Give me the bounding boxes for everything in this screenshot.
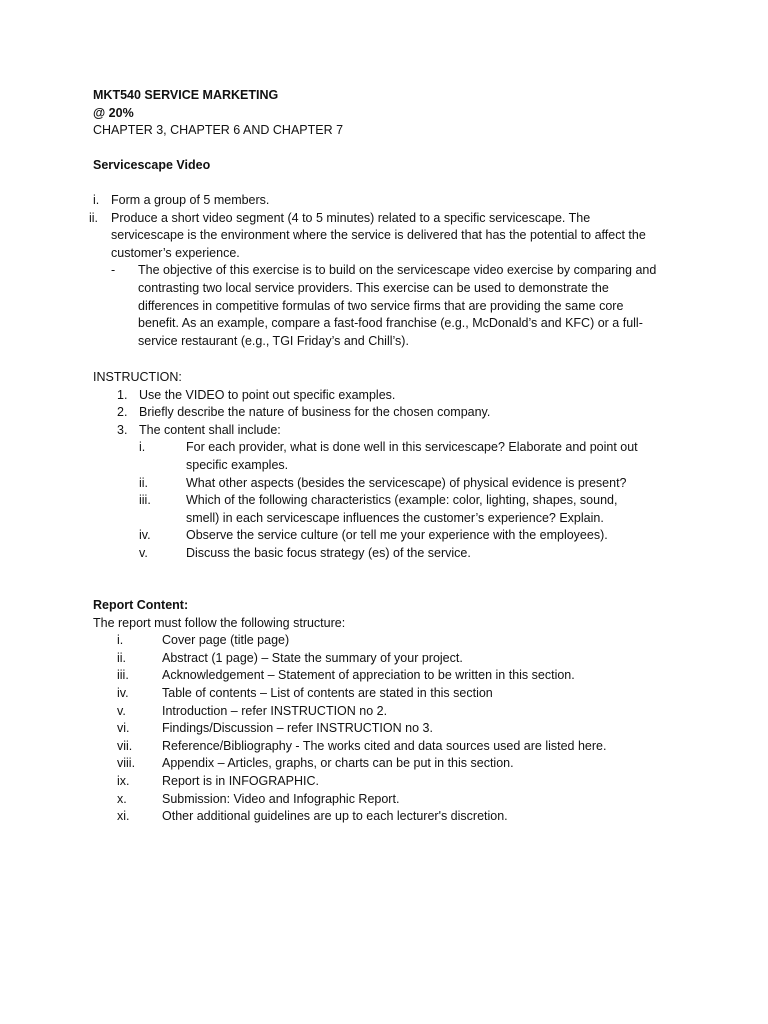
instruction-text: Briefly describe the nature of business for the chosen company. xyxy=(139,405,491,420)
report-item-number: iii. xyxy=(117,668,129,683)
subitem-line: specific examples. xyxy=(186,457,289,472)
instruction-subitem xyxy=(93,545,693,563)
report-item xyxy=(93,738,693,756)
task-list xyxy=(89,192,693,350)
report-item-text: Report is in INFOGRAPHIC. xyxy=(162,773,319,788)
objective-line: benefit. As an example, compare a fast-food franchise (e.g., McDonald’s and KFC) or a full- xyxy=(138,316,643,331)
report-item-text: Reference/Bibliography - The works cited and data sources used are listed here. xyxy=(162,738,607,753)
task-text: Form a group of 5 members. xyxy=(111,193,270,207)
report-item xyxy=(93,791,693,809)
instruction-heading: INSTRUCTION: xyxy=(93,370,182,384)
report-item xyxy=(93,808,693,826)
document-header xyxy=(93,87,693,140)
instruction-number: 3. xyxy=(117,422,128,437)
report-item xyxy=(93,755,693,773)
report-item-number: vii. xyxy=(117,738,133,753)
report-heading: Report Content: xyxy=(93,598,189,612)
objective-bullet: - xyxy=(111,263,116,278)
subitem-line: Discuss the basic focus strategy (es) of the service. xyxy=(186,545,471,560)
instruction-section xyxy=(93,369,693,563)
report-item xyxy=(93,685,693,703)
objective-line: service restaurant (e.g., TGI Friday’s and Chill’s). xyxy=(138,333,409,348)
instruction-item xyxy=(93,422,693,440)
report-item-text: Findings/Discussion – refer INSTRUCTION no 3. xyxy=(162,721,433,736)
task-item xyxy=(93,192,693,210)
chapters-line: CHAPTER 3, CHAPTER 6 AND CHAPTER 7 xyxy=(93,123,344,138)
instruction-subitem xyxy=(93,439,693,474)
instruction-subitem xyxy=(93,475,693,493)
instruction-subitem xyxy=(93,492,693,527)
instruction-item xyxy=(93,387,693,405)
report-item-text: Table of contents – List of contents are stated in this section xyxy=(162,685,493,700)
objective-item xyxy=(93,262,693,350)
report-item xyxy=(93,720,693,738)
instruction-number: 1. xyxy=(117,387,128,402)
subitem-line: What other aspects (besides the servicescape) of physical evidence is present? xyxy=(186,475,627,490)
report-item-text: Other additional guidelines are up to each lecturer's discretion. xyxy=(162,809,508,824)
report-item xyxy=(93,703,693,721)
task-text-line: servicescape is the environment where the service is delivered that has the potential to affect the xyxy=(111,228,646,243)
subitem-line: Which of the following characteristics (example: color, lighting, shapes, sound, xyxy=(186,493,618,508)
report-item-text: Acknowledgement – Statement of appreciation to be written in this section. xyxy=(162,668,575,683)
report-item xyxy=(93,773,693,791)
report-item-text: Abstract (1 page) – State the summary of your project. xyxy=(162,650,463,665)
subitem-number: iii. xyxy=(139,493,151,508)
subitem-number: i. xyxy=(139,440,146,455)
instruction-text: The content shall include: xyxy=(139,422,281,437)
report-item-number: viii. xyxy=(117,756,136,771)
task-number: i. xyxy=(93,193,100,207)
assessment-weight: @ 20% xyxy=(93,105,134,120)
report-item-number: ix. xyxy=(117,773,130,788)
objective-line: differences in competitive formulas of two service firms that are providing the same core xyxy=(138,298,624,313)
instruction-text: Use the VIDEO to point out specific examples. xyxy=(139,387,396,402)
subitem-line: smell) in each servicescape influences the customer’s experience? Explain. xyxy=(186,510,604,525)
report-item xyxy=(93,667,693,685)
instruction-item xyxy=(93,404,693,422)
report-item xyxy=(93,650,693,668)
task-text-line: Produce a short video segment (4 to 5 minutes) related to a specific servicescape. The xyxy=(111,210,591,225)
report-item-number: v. xyxy=(117,703,126,718)
assignment-title: Servicescape Video xyxy=(93,158,211,172)
report-item-text: Cover page (title page) xyxy=(162,633,290,648)
report-item-number: xi. xyxy=(117,809,130,824)
subitem-number: ii. xyxy=(139,475,149,490)
report-item-text: Introduction – refer INSTRUCTION no 2. xyxy=(162,703,388,718)
subitem-number: v. xyxy=(139,545,148,560)
report-intro: The report must follow the following structure: xyxy=(93,615,346,630)
report-item-number: i. xyxy=(117,633,124,648)
subitem-number: iv. xyxy=(139,528,151,543)
objective-line: The objective of this exercise is to build on the servicescape video exercise by comparing and xyxy=(138,263,657,278)
report-item xyxy=(93,632,693,650)
report-item-number: iv. xyxy=(117,685,129,700)
subitem-line: For each provider, what is done well in this servicescape? Elaborate and point out xyxy=(186,440,638,455)
report-section xyxy=(93,597,693,826)
report-item-number: ii. xyxy=(117,650,127,665)
report-item-number: vi. xyxy=(117,721,130,736)
report-item-text: Appendix – Articles, graphs, or charts can be put in this section. xyxy=(162,756,514,771)
instruction-subitem xyxy=(93,527,693,545)
report-item-text: Submission: Video and Infographic Report. xyxy=(162,791,400,806)
task-text-line: customer’s experience. xyxy=(111,245,240,260)
instruction-number: 2. xyxy=(117,405,128,420)
objective-line: contrasting two local service providers. This exercise can be used to demonstrate the xyxy=(138,280,609,295)
report-item-number: x. xyxy=(117,791,127,806)
task-number: ii. xyxy=(89,210,99,225)
subitem-line: Observe the service culture (or tell me your experience with the employees). xyxy=(186,528,608,543)
course-title: MKT540 SERVICE MARKETING xyxy=(93,88,279,102)
task-item xyxy=(89,210,693,263)
assignment-title-block xyxy=(93,157,693,175)
